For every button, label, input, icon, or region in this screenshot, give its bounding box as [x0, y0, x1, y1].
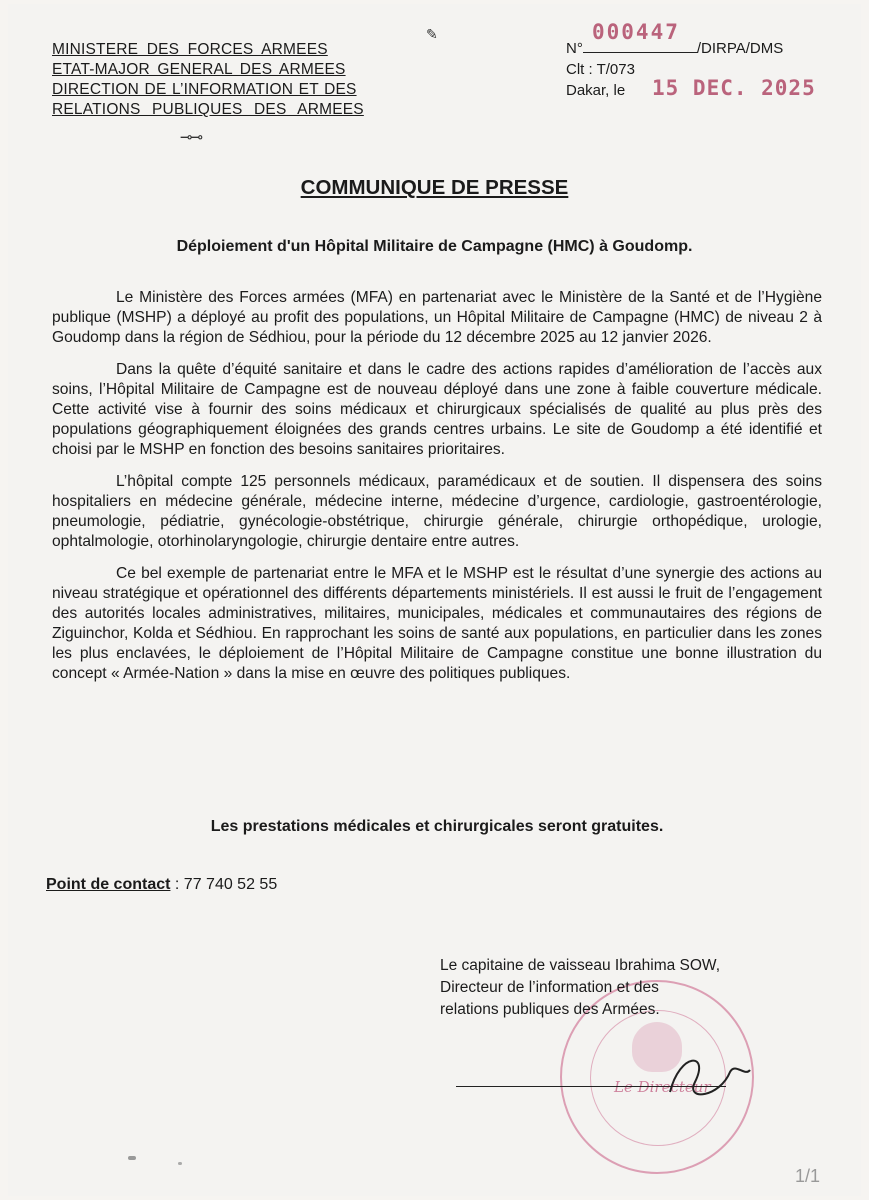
ref-suffix: /DIRPA/DMS	[696, 40, 784, 57]
date-line	[566, 76, 856, 101]
signatory-name: Le capitaine de vaisseau Ibrahima SOW,	[440, 957, 721, 974]
scan-speck	[128, 1156, 136, 1160]
paragraph-1: Le Ministère des Forces armées (MFA) en partenariat avec le Ministère de la Santé et de l’Hygiène publique (MSHP) a déployé au profit des populations, un Hôpital Militaire de Campagne (HMC) de niveau 2 à Goudomp dans la région de Sédhiou, pour la période du 12 décembre 2025 au 12 janvier 2026.	[52, 289, 822, 346]
paragraph-4: Ce bel exemple de partenariat entre le MFA et le MSHP est le résultat d’une synergie des actions au niveau stratégique et opérationnel des différents départements ministériels. Il est aussi le fruit de l’engagement des autorités locales administratives, militaires, municipales, médicales et communautaires des régions de Ziguinchor, Kolda et Sédhiou. En rapprochant les soins de santé aux populations, en particulier dans les zones les plus enclavées, le déploiement de l’Hôpital Militaire de Campagne constitue une bonne illustration du concept « Armée-Nation » dans la mise en œuvre des politiques publiques.	[52, 565, 822, 682]
org-line-ministry: MINISTERE DES FORCES ARMEES	[52, 41, 328, 58]
org-line-staff: ETAT-MAJOR GENERAL DES ARMEES	[52, 61, 346, 78]
org-line-direction: DIRECTION DE L’INFORMATION ET DES	[52, 81, 357, 98]
date-prefix: Dakar, le	[566, 82, 626, 99]
contact-line	[46, 876, 277, 894]
signatory-title-1: Directeur de l’information et des	[440, 979, 659, 996]
organization-header	[52, 40, 420, 120]
paragraph-3: L’hôpital compte 125 personnels médicaux, paramédicaux et de soutien. Il dispensera des soins hospitaliers en médecine générale, médecine interne, médecine d’urgence, cardiologie, gastroentérologie, pneumologie, pédiatrie, gynécologie-obstétrique, chirurgie générale, chirurgie orthopédique, urologie, ophtalmologie, otorhinolaryngologie, chirurgie dentaire entre autres.	[52, 473, 822, 550]
reference-block	[566, 20, 856, 101]
page-indicator: 1/1	[795, 1166, 821, 1186]
seal-text: Le Directeur	[614, 1078, 711, 1096]
ref-prefix: N°	[566, 40, 583, 57]
contact-separator: :	[170, 876, 184, 893]
press-release-body	[52, 288, 822, 694]
document-title: COMMUNIQUE DE PRESSE	[300, 176, 569, 199]
signatory-title-2: relations publiques des Armées.	[440, 1001, 660, 1018]
document-subtitle: Déploiement d'un Hôpital Militaire de Campagne (HMC) à Goudomp.	[176, 238, 693, 255]
date-stamp: 15 DEC. 2025	[652, 76, 816, 100]
free-services-statement: Les prestations médicales et chirurgicales seront gratuites.	[210, 818, 664, 835]
client-code: Clt : T/073	[566, 61, 635, 78]
signature-line	[456, 1086, 726, 1087]
pen-mark-header: ⊸⊸	[180, 129, 202, 146]
scan-speck-2	[178, 1162, 182, 1165]
reference-number-line	[566, 20, 856, 59]
contact-label: Point de contact	[46, 876, 171, 893]
handwritten-signature	[650, 1042, 770, 1112]
org-line-relations: RELATIONS PUBLIQUES DES ARMEES	[52, 101, 364, 118]
paragraph-2: Dans la quête d’équité sanitaire et dans le cadre des actions rapides d’amélioration de l’accès aux soins, l’Hôpital Militaire de Campagne est de nouveau déployé dans une zone à faible couverture médicale. Cette activité vise à fournir des soins médicaux et chirurgicaux spécialisés de qualité au plus près des populations géographiquement éloignées des grands centres urbains. Le site de Goudomp a été identifié et choisi par le MSHP en fonction des besoins sanitaires prioritaires.	[52, 361, 822, 458]
contact-phone: 77 740 52 55	[183, 876, 278, 893]
pen-mark: ✎	[426, 26, 438, 42]
signature-block	[440, 955, 830, 1021]
ref-number-stamp: 000447	[592, 20, 680, 44]
